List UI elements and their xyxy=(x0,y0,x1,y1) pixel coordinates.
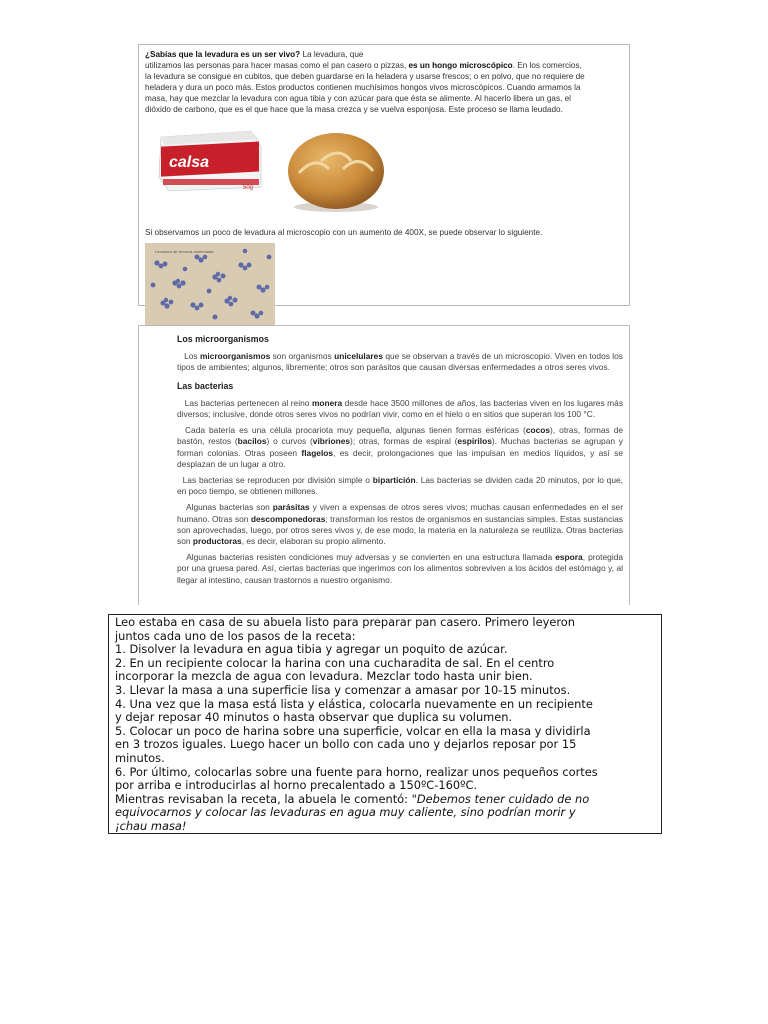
yeast-line-1-text: utilizamos las personas para hacer masas como el pan casero o pizzas, xyxy=(145,61,409,70)
yeast-question-bold: ¿Sabías que la levadura es un ser vivo? xyxy=(145,50,301,59)
bacteria-paragraph-3 xyxy=(177,475,623,497)
recipe-step-2-a: 2. En un recipiente colocar la harina con una cucharadita de sal. En el centro xyxy=(115,655,555,670)
p3-b2: bacilos xyxy=(237,436,267,447)
yeast-info-panel xyxy=(138,44,630,306)
yeast-line-3: heladera y dura un poco más. Estos productos contienen muchísimos hongos vivos microscópicos. Cuando armamos la xyxy=(145,83,581,92)
yeast-line-1 xyxy=(145,60,623,71)
bacteria-paragraph-1 xyxy=(177,398,623,420)
p2-a: Las bacterias pertenecen al reino xyxy=(184,397,312,408)
bacteria-heading: Las bacterias xyxy=(177,380,234,391)
yeast-image-row xyxy=(145,121,623,213)
p4-c: . Las bacterias se dividen cada 20 minutos, por lo que, en poco tiempo, se obtienen millones. xyxy=(177,475,623,497)
microorganisms-panel xyxy=(138,325,630,605)
p1-a: Los xyxy=(184,351,200,362)
p6-c: , protegida por una gruesa pared. Así, ciertas bacterias que ingerimos con los alimentos sobreviven a los ácidos del estómago y, al llegar al intestino, causan trastornos a nuestro organismo. xyxy=(177,552,624,585)
p5-a: Algunas bacterias son xyxy=(186,502,273,513)
grandma-comment-line-3 xyxy=(115,820,655,834)
p5-c: y viven a expensas de otros seres vivos; muchas causan enfermedades en el ser humano. Otras son xyxy=(177,502,623,524)
grandma-quote-start: "Debemos tener cuidado de no xyxy=(411,791,590,806)
yeast-line-4: masa, hay que mezclar la levadura con agua tibia y con azúcar para que ésta se alimente. Al hacerlo libera un gas, el xyxy=(145,94,571,103)
p3-b5: flagelos xyxy=(301,447,334,458)
p5-d: ; transforman los restos de organismos en sustancias simples. Estas sustancias son aprovechadas, luego, por otros seres vivos y, de ese modo, la materia en la naturaleza se reutiliza. Otras bacterias son xyxy=(177,513,623,547)
p5-b2: descomponedoras xyxy=(250,513,326,524)
recipe-step-6-b: por arriba e introducirlas al horno precalentado a 150ºC-160ºC. xyxy=(115,778,478,793)
recipe-text-box xyxy=(108,614,662,834)
recipe-step-4-b: y dejar reposar 40 minutos o hasta observar que duplica su volumen. xyxy=(115,710,513,725)
p2-c: desde hace 3500 millones de años, las bacterias viven en los lugares más diversos; inclusive, donde otros seres vivos no podrían vivir, como en el hielo o en sitios que superan los 100 °C. xyxy=(177,397,624,420)
recipe-step-5-b: en 3 trozos iguales. Luego hacer un bollo con cada uno y dejarlos reposar por 15 xyxy=(115,737,577,752)
p4-a: Las bacterias se reproducen por división simple o xyxy=(182,475,373,486)
p3-g: , es decir, prolongaciones que las impulsan en medios líquidos, y así se desplazan de un lugar a otro. xyxy=(177,447,623,469)
recipe-step-4-a: 4. Una vez que la masa está lista y elástica, colocarla nuevamente en un recipiente xyxy=(115,696,593,711)
p6-a: Algunas bacterias resisten condiciones muy adversas y se convierten en una estructura llamada xyxy=(186,552,556,563)
p1-b1: microorganismos xyxy=(199,351,271,362)
yeast-package-image xyxy=(155,127,265,193)
recipe-step-5-c: minutos. xyxy=(115,750,165,765)
microscope-label: Levadura de cerveza aumentada xyxy=(155,249,214,254)
p3-b1: cocos xyxy=(525,425,551,436)
recipe-step-1: 1. Disolver la levadura en agua tibia y agregar un poquito de azúcar. xyxy=(115,642,508,657)
p5-e: , es decir, elaboran su propio alimento. xyxy=(241,536,386,547)
p1-c: son organismos xyxy=(270,351,335,362)
yeast-line-2: la levadura se consigue en cubitos, que deben guardarse en la heladera y usarse frescos; o en polvo, que no requiere de xyxy=(145,72,585,81)
p1-b2: unicelulares xyxy=(334,351,383,362)
p3-b3: vibriones xyxy=(312,436,351,447)
grandma-quote-middle: equivocarnos y colocar las levaduras en agua muy caliente, sino podrían morir y xyxy=(115,805,576,820)
p3-b4: espirilos xyxy=(457,436,492,447)
p2-b: monera xyxy=(311,397,343,408)
p3-a: Cada batería es una célula procariota muy pequeña, algunas tienen formas esféricas ( xyxy=(185,425,526,436)
recipe-step-6-a: 6. Por último, colocarlas sobre una fuente para horno, realizar unos pequeños cortes xyxy=(115,764,598,779)
yeast-package-weight: 50g xyxy=(243,185,254,191)
microorganisms-paragraph xyxy=(177,351,623,373)
p3-f: ). Muchas bacterias se agrupan y forman colonias. Otras poseen xyxy=(177,436,623,458)
p3-c: ), otras, formas de bastón, restos ( xyxy=(177,425,624,447)
p3-d: ) o curvos ( xyxy=(266,436,313,447)
microscope-caption: Si observamos un poco de levadura al microscopio con un aumento de 400X, se puede observar lo siguiente. xyxy=(145,228,543,237)
yeast-question-rest: La levadura, que xyxy=(300,50,364,59)
grandma-quote-end: ¡chau masa! xyxy=(115,818,187,833)
grandma-comment-intro: Mientras revisaban la receta, la abuela le comentó: xyxy=(115,791,412,806)
p4-b: bipartición xyxy=(372,475,416,486)
p3-e: ); otras, formas de espiral ( xyxy=(350,436,458,447)
yeast-line-1-bold: es un hongo microscópico xyxy=(408,61,513,70)
microorganisms-heading: Los microorganismos xyxy=(177,334,269,344)
p6-b: espora xyxy=(555,552,583,563)
recipe-step-3: 3. Llevar la masa a una superficie lisa y comenzar a amasar por 10-15 minutos. xyxy=(115,682,571,697)
p5-b3: productoras xyxy=(192,536,242,547)
bread-image xyxy=(285,121,387,213)
recipe-step-2-b: incorporar la mezcla de agua con levadura. Mezclar todo hasta unir bien. xyxy=(115,669,533,684)
recipe-line-2: juntos cada uno de los pasos de la receta: xyxy=(115,628,356,643)
grandma-comment-line-2 xyxy=(115,806,655,820)
bacteria-paragraph-4 xyxy=(177,502,623,547)
yeast-microscope-image xyxy=(145,243,275,325)
yeast-question xyxy=(145,49,623,60)
microscope-cells-graphic xyxy=(145,243,275,325)
recipe-line-1: Leo estaba en casa de su abuela listo para preparar pan casero. Primero leyeron xyxy=(115,615,575,629)
bacteria-paragraph-2 xyxy=(177,425,623,470)
yeast-line-1-end: . En los comercios, xyxy=(512,61,582,70)
p5-b1: parásitas xyxy=(272,502,310,513)
recipe-step-5-a: 5. Colocar un poco de harina sobre una superficie, volcar en ella la masa y dividirla xyxy=(115,723,591,738)
p1-d: que se observan a través de un microscopio. Viven en todos los tipos de ambientes; algunos, libremente; otros son parásitos que causan diversas enfermedades a otros seres vivos. xyxy=(177,351,623,373)
yeast-package-brand: calsa xyxy=(169,154,210,171)
bacteria-paragraph-5 xyxy=(177,552,623,586)
grandma-comment-line-1 xyxy=(115,793,655,807)
yeast-line-5: dióxido de carbono, que es el que hace que la masa crezca y se vuelva esponjosa. Este proceso se llama leudado. xyxy=(145,105,563,114)
